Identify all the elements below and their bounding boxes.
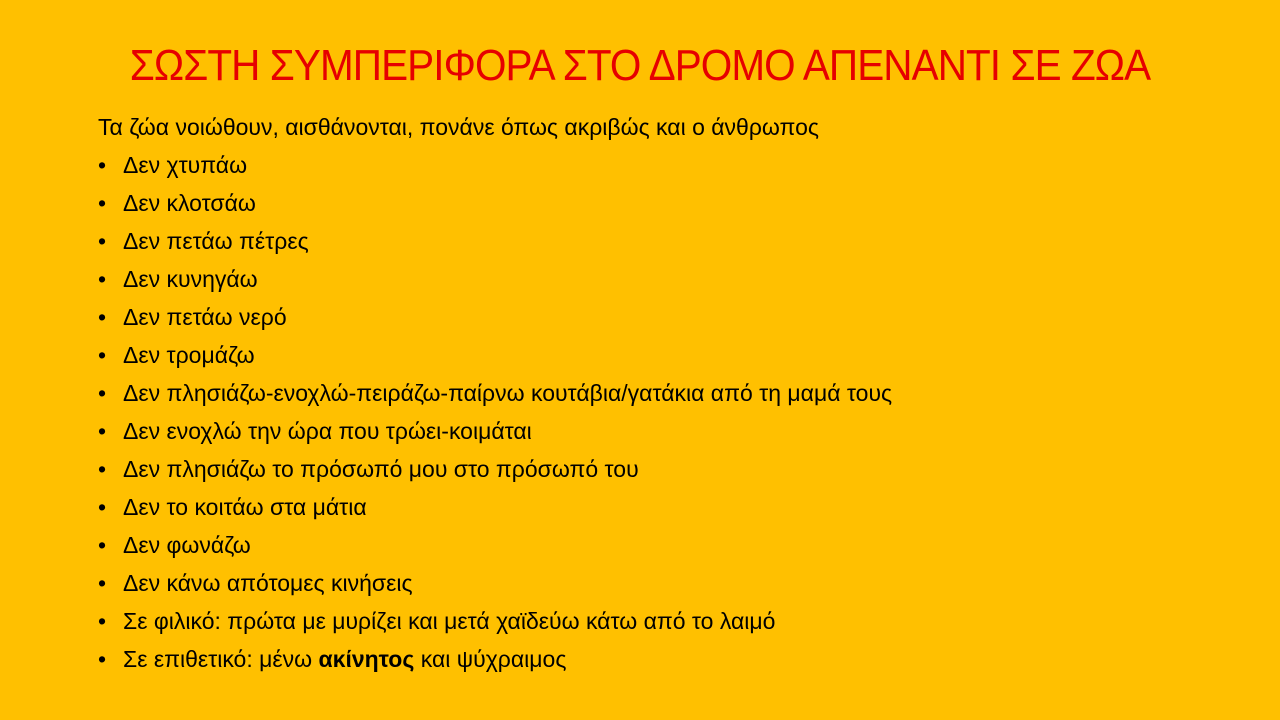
bullet-icon: • xyxy=(98,152,107,178)
bullet-icon: • xyxy=(98,190,107,216)
bullet-icon: • xyxy=(98,418,107,444)
bullet-icon: • xyxy=(98,266,107,292)
list-item xyxy=(98,640,1198,678)
bullet-icon: • xyxy=(98,380,107,406)
list-item-text: Δεν πλησιάζω το πρόσωπό μου στο πρόσωπό του xyxy=(123,456,639,482)
bullet-icon: • xyxy=(98,342,107,368)
last-item-suffix: και ψύχραιμος xyxy=(414,646,567,672)
bullet-icon: • xyxy=(98,532,107,558)
list-item-text: Δεν πετάω πέτρες xyxy=(123,228,309,254)
list-item xyxy=(98,412,1198,450)
slide-content xyxy=(98,108,1198,678)
bullet-list xyxy=(98,146,1198,678)
bullet-icon: • xyxy=(98,228,107,254)
list-item-text: Δεν φωνάζω xyxy=(123,532,251,558)
list-item-text: Δεν πλησιάζω-ενοχλώ-πειράζω-παίρνω κουτάβια/γατάκια από τη μαμά τους xyxy=(123,380,893,406)
list-item xyxy=(98,374,1198,412)
last-item-bold: ακίνητος xyxy=(318,646,415,672)
list-item-text: Δεν ενοχλώ την ώρα που τρώει-κοιμάται xyxy=(123,418,532,444)
list-item-text: Σε φιλικό: πρώτα με μυρίζει και μετά χαϊδεύω κάτω από το λαιμό xyxy=(123,608,776,634)
bullet-icon: • xyxy=(98,456,107,482)
slide-title: ΣΩΣΤΗ ΣΥΜΠΕΡΙΦΟΡΑ ΣΤΟ ΔΡΟΜΟ ΑΠΕΝΑΝΤΙ ΣΕ ΖΩΑ xyxy=(129,41,1151,90)
list-item-text: Δεν το κοιτάω στα μάτια xyxy=(123,494,367,520)
list-item xyxy=(98,146,1198,184)
list-item xyxy=(98,564,1198,602)
list-item-text: Δεν πετάω νερό xyxy=(123,304,287,330)
bullet-icon: • xyxy=(98,608,107,634)
bullet-icon: • xyxy=(98,646,107,672)
list-item xyxy=(98,298,1198,336)
list-item xyxy=(98,488,1198,526)
bullet-icon: • xyxy=(98,304,107,330)
list-item-text: Δεν κυνηγάω xyxy=(123,266,258,292)
list-item xyxy=(98,602,1198,640)
list-item-text: Δεν τρομάζω xyxy=(123,342,255,368)
list-item-text: Δεν χτυπάω xyxy=(123,152,248,178)
list-item xyxy=(98,260,1198,298)
last-item-prefix: Σε επιθετικό: μένω xyxy=(123,646,319,672)
bullet-icon: • xyxy=(98,494,107,520)
list-item xyxy=(98,222,1198,260)
list-item xyxy=(98,526,1198,564)
list-item xyxy=(98,184,1198,222)
list-item xyxy=(98,450,1198,488)
list-item-text: Δεν κλοτσάω xyxy=(123,190,256,216)
list-item-text: Δεν κάνω απότομες κινήσεις xyxy=(123,570,413,596)
intro-text: Τα ζώα νοιώθουν, αισθάνονται, πονάνε όπως ακριβώς και ο άνθρωπος xyxy=(98,114,819,140)
bullet-icon: • xyxy=(98,570,107,596)
list-item xyxy=(98,336,1198,374)
